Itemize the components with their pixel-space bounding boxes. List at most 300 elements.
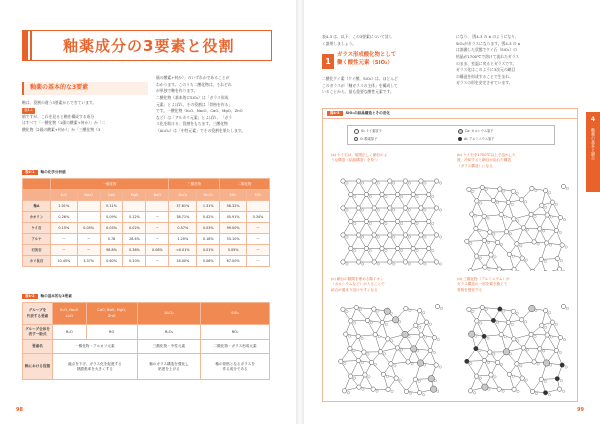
atom — [386, 387, 390, 391]
oxygen-atom — [560, 259, 562, 261]
ca-atom — [482, 384, 488, 390]
atom — [474, 226, 478, 230]
bond-line — [476, 361, 484, 377]
table-column-header: K₂O, Na₂O Li₂O — [53, 303, 87, 325]
body-line: （Al₂O₃）は「中性元素」でその役割を果たします。 — [156, 128, 246, 134]
table-column-header: CaO, BaO, MgO, ZnO — [86, 303, 137, 325]
oxygen-atom — [503, 310, 505, 312]
table-column-header: Fe₂O₃ — [197, 190, 220, 201]
atom — [349, 319, 353, 323]
atom — [480, 305, 484, 309]
ca-atom — [543, 360, 549, 366]
oxygen-atom — [353, 349, 355, 351]
oxygen-atom — [440, 307, 442, 309]
atom — [395, 246, 399, 250]
atom — [341, 179, 345, 183]
body-line: の構造を形成することで生まれ、 — [456, 73, 514, 79]
oxygen-atom — [393, 209, 395, 211]
body-column-a — [22, 100, 147, 134]
ca-atom — [384, 308, 390, 314]
al-atom — [482, 334, 486, 338]
oxygen-atom — [422, 311, 424, 313]
table-cell: 0.18% — [197, 234, 220, 245]
atom — [356, 206, 360, 210]
oxygen-atom — [385, 195, 387, 197]
crystal-structure-diagram — [335, 173, 445, 269]
oxygen-atom — [517, 220, 519, 222]
oxygen-atom — [385, 222, 387, 224]
bond-line — [514, 214, 531, 219]
oxygen-atom — [354, 322, 356, 324]
al-atom — [498, 307, 502, 311]
oxygen-atom — [377, 236, 379, 238]
atom — [432, 335, 436, 339]
table-cell: 98.8% — [100, 245, 123, 256]
atom — [554, 348, 558, 352]
bond-line — [356, 307, 367, 320]
oxygen-atom — [361, 263, 363, 265]
atom — [404, 389, 408, 393]
table-column-header: K₂O — [50, 190, 77, 201]
atom — [403, 260, 407, 264]
atom — [364, 192, 368, 196]
body-line: 二酸化物（基本的にSiO₂）は「ガラス形成 — [156, 94, 229, 100]
al-atom-icon — [458, 137, 462, 141]
oxygen-atom — [509, 233, 511, 235]
table-cell: 釉の骨格となるガラスを 作る成分である — [201, 354, 270, 380]
atom — [474, 374, 478, 378]
atom — [550, 320, 554, 324]
oxygen-atom — [516, 192, 518, 194]
oxygen-atom — [419, 326, 421, 328]
oxygen-atom — [494, 376, 496, 378]
table-cell: ー — [77, 245, 100, 256]
structure-figure — [322, 108, 578, 402]
table-cell — [146, 201, 169, 212]
oxygen-atom — [418, 380, 420, 382]
oxygen-atom — [346, 209, 348, 211]
table-cell: 一酸化物・アルカリ元素 — [53, 340, 138, 354]
oxygen-atom — [487, 241, 489, 243]
table-cell: 0.60% — [100, 256, 123, 267]
atom — [349, 192, 353, 196]
section-title-line: 働く酸性元素（SiO₂） — [337, 59, 393, 66]
oxygen-atom — [439, 263, 441, 265]
section-body — [322, 76, 440, 96]
row-header-cell: アルナ — [23, 234, 51, 245]
atom — [356, 260, 360, 264]
bond-line — [517, 348, 524, 364]
oxygen-atom — [377, 182, 379, 184]
body-line: ガラスの形を安定させています。 — [456, 80, 513, 86]
atom — [497, 387, 501, 391]
atom — [545, 213, 549, 217]
oxygen-atom — [500, 243, 502, 245]
table-cell: 0.34% — [247, 212, 270, 223]
atom — [512, 387, 516, 391]
atom — [341, 206, 345, 210]
chapter-title-box — [22, 30, 272, 61]
row-header-cell: カリ長石 — [23, 256, 51, 267]
table-cell: ー — [146, 223, 169, 234]
oxygen-atom — [433, 351, 435, 353]
table-column-header: Al₂O₃ — [137, 303, 200, 325]
atom — [341, 233, 345, 237]
table-cell: 釉のガラス構造を強化し 粘度を上げる — [137, 354, 200, 380]
oxygen-atom — [391, 390, 393, 392]
chapter-side-tab — [586, 112, 600, 192]
atom — [539, 377, 543, 381]
oxygen-atom — [473, 392, 475, 394]
atom — [341, 260, 345, 264]
oxygen-atom — [429, 323, 431, 325]
table-cell: 0.03% — [197, 223, 220, 234]
table-cell — [77, 201, 100, 212]
oxygen-atom — [439, 209, 441, 211]
oxygen-atom — [480, 202, 482, 204]
al-atom — [555, 376, 559, 380]
al-atom — [474, 346, 478, 350]
oxygen-atom — [349, 335, 351, 337]
table-column-header: MgO — [123, 190, 146, 201]
panel-d-label: (d) 三酸化物（アルミニウム）が ガラス構造の一部を置き換えて 骨格を強化する — [457, 277, 510, 292]
table-row — [23, 354, 270, 380]
oxygen-atom — [470, 242, 472, 244]
title-accent-bar — [23, 31, 28, 60]
atom — [475, 319, 479, 323]
atom — [491, 198, 495, 202]
atom — [474, 254, 478, 258]
oxygen-atom — [493, 353, 495, 355]
figure-caption-text: SiO₂の結晶構造とその変化 — [345, 111, 390, 115]
bond-line — [391, 362, 408, 364]
atom — [362, 350, 366, 354]
oxygen-atom — [408, 182, 410, 184]
table-cell: 1.31% — [197, 201, 220, 212]
page-title: 釉薬成分の3要素と役割 — [63, 37, 235, 55]
oxygen-atom — [559, 231, 561, 233]
oxygen-atom — [424, 236, 426, 238]
oxygen-atom — [504, 215, 506, 217]
table-cell: 99.00% — [220, 223, 247, 234]
atom — [482, 238, 486, 242]
table-row — [23, 212, 270, 223]
oxygen-atom — [549, 244, 551, 246]
oxygen-atom — [374, 363, 376, 365]
oxygen-atom — [370, 321, 372, 323]
table-cell: 45.91% — [220, 212, 247, 223]
oxygen-atom — [424, 336, 426, 338]
row-header-cell: グループを 代表する要素 — [23, 303, 53, 325]
bond-line — [497, 242, 509, 254]
oxygen-atom — [511, 203, 513, 205]
table-cell: 0.01% — [197, 245, 220, 256]
oxygen-atom — [535, 309, 537, 311]
atom — [417, 391, 421, 395]
table-cell: 0.12% — [123, 212, 146, 223]
oxygen-atom — [369, 195, 371, 197]
panel-b-label: (b) ケイ石を1700℃以上で溶かした 後、冷却すると網目が乱れた構造 （ガラス構造）になる — [457, 153, 516, 168]
al-atom — [491, 318, 495, 322]
chapter-label: 釉薬の基本と調合 — [591, 128, 596, 160]
atom — [417, 308, 421, 312]
table-cell: 5.78 — [100, 234, 123, 245]
atom — [395, 219, 399, 223]
table-column-header: SiO₂ — [201, 303, 270, 325]
bond-line — [467, 361, 484, 362]
atom — [506, 200, 510, 204]
oxygen-atom — [520, 365, 522, 367]
atom — [427, 192, 431, 196]
body-line: く説明しましょう。 — [322, 40, 357, 46]
atom — [372, 260, 376, 264]
atom — [404, 306, 408, 310]
oxygen-atom — [399, 379, 401, 381]
atom — [538, 227, 542, 231]
oxygen-atom — [344, 362, 346, 364]
oxygen-atom — [550, 336, 552, 338]
oxygen-atom — [400, 195, 402, 197]
atom — [529, 332, 533, 336]
oxygen-atom — [400, 249, 402, 251]
oxygen-atom — [361, 361, 363, 363]
oxygen-atom — [432, 249, 434, 251]
atom — [557, 267, 561, 271]
oxygen-atom — [369, 249, 371, 251]
atom — [468, 269, 472, 271]
oxygen-atom — [346, 263, 348, 265]
atom — [545, 333, 549, 337]
table-row — [23, 201, 270, 212]
oxygen-atom — [437, 338, 439, 340]
bond-line — [356, 307, 374, 309]
atom — [495, 360, 499, 364]
atom — [364, 219, 368, 223]
oxygen-atom — [423, 364, 425, 366]
atom — [434, 260, 438, 264]
atom — [507, 372, 511, 376]
oxygen-atom — [504, 335, 506, 337]
atom — [499, 332, 503, 336]
oxygen-atom — [361, 209, 363, 211]
atom — [512, 217, 516, 221]
oxygen-atom — [512, 255, 514, 257]
oxygen-atom — [566, 187, 568, 189]
oxygen-atom — [377, 310, 379, 312]
bond-line — [517, 242, 534, 244]
oxygen-atom — [361, 182, 363, 184]
ca-atom — [503, 349, 509, 355]
atom — [380, 219, 384, 223]
body-line: 結晶が1700℃で溶けて流れたガラス — [456, 53, 520, 59]
oxygen-atom — [408, 263, 410, 265]
row-header-cell: 石灰石 — [23, 245, 51, 256]
oxygen-atom — [393, 263, 395, 265]
atom — [372, 233, 376, 237]
body-line: のまま、室温に戻るとガラスです。 — [456, 60, 517, 66]
body-line: SiO₂がガラスになります。図4-3 の a — [456, 40, 521, 46]
atom — [364, 246, 368, 250]
table-cell: 38.71% — [169, 212, 197, 223]
atom — [557, 387, 561, 391]
bond-line — [484, 335, 501, 337]
oxygen-atom — [439, 236, 441, 238]
atom — [372, 179, 376, 183]
table-column-header: TiO₂ — [247, 190, 270, 201]
oxygen-atom — [524, 201, 526, 203]
oxygen-atom — [555, 323, 557, 325]
oxygen-atom — [409, 392, 411, 394]
atom — [468, 389, 472, 393]
bond-line — [523, 228, 539, 229]
oxygen-atom — [411, 363, 413, 365]
row-header-cell: グループ全体を 表す一般式 — [23, 325, 53, 340]
atom — [373, 332, 377, 336]
al-atom — [543, 391, 547, 395]
table-cell: 三酸化物・中性元素 — [137, 340, 200, 354]
atom — [419, 260, 423, 264]
atom — [554, 228, 558, 232]
atom — [521, 226, 525, 230]
oxygen-atom — [500, 363, 502, 365]
oxygen-atom — [346, 236, 348, 238]
oxygen-atom — [548, 191, 550, 193]
atom — [435, 304, 439, 308]
table-row — [23, 325, 270, 340]
table2-caption-text: 釉の基本的な3要素 — [40, 294, 72, 298]
atom — [558, 335, 562, 339]
oxygen-atom — [559, 351, 561, 353]
oxygen-atom — [369, 222, 371, 224]
bond-line — [482, 187, 493, 200]
table-group-header: 三酸化物 — [169, 179, 220, 190]
atom — [389, 362, 393, 366]
oxygen-atom — [475, 335, 477, 337]
table-group-header: 一酸化物 — [50, 179, 168, 190]
si-atom-icon — [354, 129, 359, 134]
atom — [488, 230, 492, 234]
table-group-header: 二酸化物 — [220, 179, 270, 190]
table-cell: RO₂ — [201, 325, 270, 340]
atom — [378, 350, 382, 354]
atom — [424, 320, 428, 324]
oxygen-atom — [368, 376, 370, 378]
table-cell: 0.06% — [197, 256, 220, 267]
atom — [395, 192, 399, 196]
table-cell: R₂O — [53, 325, 87, 340]
oxygen-atom — [400, 222, 402, 224]
oxygen-atom — [354, 249, 356, 251]
table-row — [23, 340, 270, 354]
table-cell: ー — [247, 256, 270, 267]
atom — [538, 347, 542, 351]
ca-atom-icon — [458, 129, 463, 134]
ca-atom — [529, 305, 535, 311]
table-cell: 3.37% — [77, 256, 100, 267]
atom — [427, 219, 431, 223]
row-header-cell: 要素名 — [23, 340, 53, 354]
atom — [348, 346, 352, 350]
oxygen-atom — [544, 260, 546, 262]
atom — [520, 376, 524, 380]
atom — [369, 360, 373, 364]
table-cell: 67.00% — [220, 256, 247, 267]
atom — [512, 267, 516, 271]
oxygen-atom — [472, 190, 474, 192]
section-title — [337, 52, 396, 67]
table-column-header: BaO — [146, 190, 169, 201]
atom — [344, 332, 348, 336]
bond-line — [467, 241, 484, 242]
atom — [434, 179, 438, 183]
table-row — [23, 245, 270, 256]
oxygen-atom — [472, 310, 474, 312]
atom — [414, 323, 418, 327]
oxygen-atom — [502, 390, 504, 392]
oxygen-atom — [566, 307, 568, 309]
atom — [540, 203, 544, 207]
oxygen-atom — [488, 268, 490, 270]
table-cell: ー — [146, 234, 169, 245]
legend-al — [458, 137, 495, 142]
table-column-header: Al₂O₃ — [169, 190, 197, 201]
right-column-b-top — [456, 34, 576, 87]
body-line — [22, 107, 147, 114]
atom — [515, 362, 519, 366]
table-cell: ー — [247, 245, 270, 256]
oxygen-atom — [385, 249, 387, 251]
table-cell: 0.10% — [123, 256, 146, 267]
atom — [380, 192, 384, 196]
oxygen-atom — [362, 388, 364, 390]
atom — [482, 214, 486, 218]
table-cell: 1.20% — [169, 234, 197, 245]
glass-structure-diagram — [461, 181, 571, 271]
atom — [499, 212, 503, 216]
atom — [489, 373, 493, 377]
atom — [515, 242, 519, 246]
right-page — [304, 0, 600, 424]
atom — [434, 206, 438, 210]
figure-caption — [323, 109, 577, 119]
table-cell: 18.00% — [169, 256, 197, 267]
oxygen-atom — [385, 323, 387, 325]
oxygen-atom — [517, 270, 519, 271]
bond-line — [350, 361, 358, 377]
body-line: はすべて「一酸化物（1価の酸素+何か）」か「二 — [22, 120, 106, 126]
ca-atom — [392, 317, 398, 323]
atom — [529, 212, 533, 216]
oxygen-atom — [408, 335, 410, 337]
atom — [483, 265, 487, 269]
atom — [411, 192, 415, 196]
panel-c-label: (c) 網目の隙間を埋める陽イオン （カルシウムなど）が入ることで 結合が弱まり溶けやすくなる — [331, 277, 385, 292]
oxygen-atom — [502, 270, 504, 271]
atom — [465, 239, 469, 243]
oxygen-atom — [346, 310, 348, 312]
oxygen-atom — [432, 222, 434, 224]
oxygen-atom — [549, 364, 551, 366]
atom — [371, 387, 375, 391]
table-cell: ー — [146, 212, 169, 223]
legend-o — [354, 137, 377, 142]
bond-line — [506, 228, 523, 232]
atom — [539, 257, 543, 261]
atom — [356, 358, 360, 362]
bond-line — [476, 241, 484, 257]
body-line: ガラス化はこのように3次元の網目 — [456, 67, 516, 73]
atom — [349, 219, 353, 223]
